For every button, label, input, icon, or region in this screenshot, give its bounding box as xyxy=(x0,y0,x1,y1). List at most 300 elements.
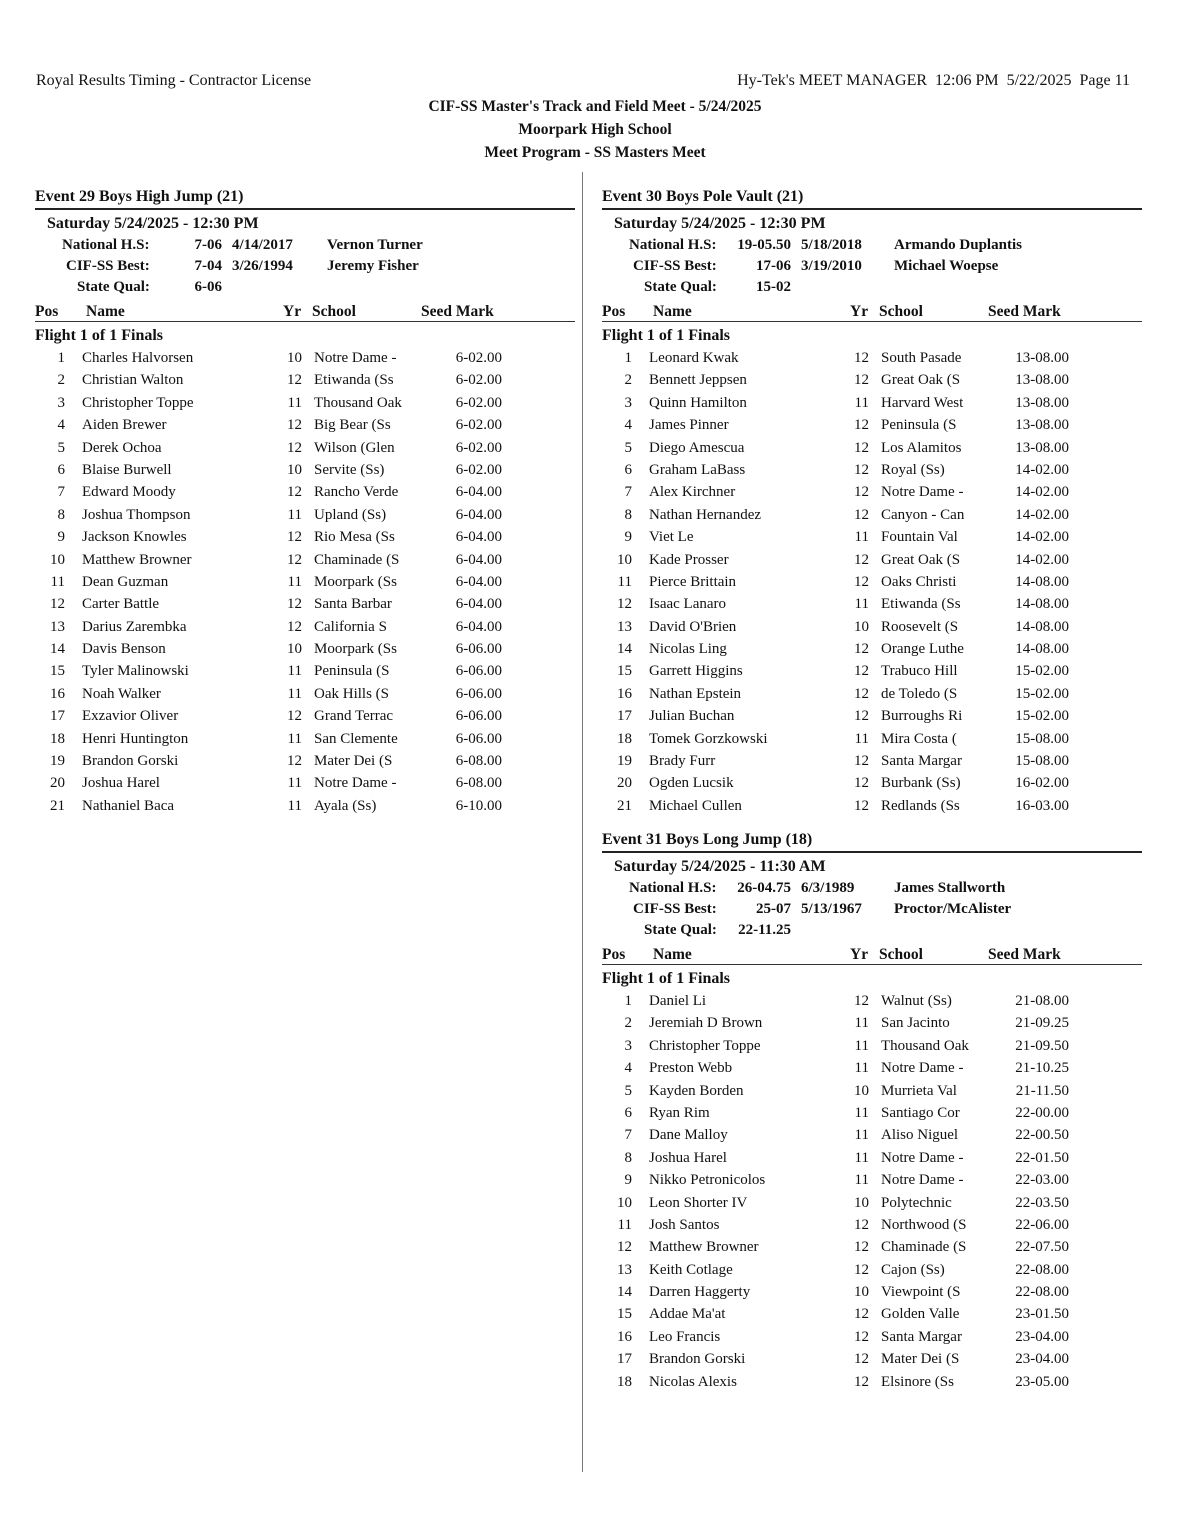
col-school-header: School xyxy=(879,303,923,320)
entry-name: Tyler Malinowski xyxy=(82,663,189,680)
entry-seed: 6-04.00 xyxy=(455,573,502,590)
entry-yr: 12 xyxy=(287,551,302,568)
event-session: Saturday 5/24/2025 - 12:30 PM xyxy=(614,215,826,232)
record-date: 4/14/2017 xyxy=(232,237,293,253)
entry-school: Santiago Cor xyxy=(881,1104,960,1121)
entry-seed: 6-04.00 xyxy=(455,596,502,613)
entry-pos: 14 xyxy=(617,641,632,658)
flight-label: Flight 1 of 1 Finals xyxy=(602,327,731,344)
table-row xyxy=(35,638,575,660)
entry-pos: 8 xyxy=(57,506,65,523)
entry-yr: 12 xyxy=(854,1373,869,1390)
entry-name: Tomek Gorzkowski xyxy=(649,730,768,747)
entry-seed: 6-04.00 xyxy=(455,506,502,523)
entry-yr: 10 xyxy=(287,641,302,658)
entry-school: Notre Dame - xyxy=(314,350,397,366)
entry-pos: 3 xyxy=(57,394,65,411)
entry-seed: 15-08.00 xyxy=(1015,730,1069,747)
meet-title: CIF-SS Master's Track and Field Meet - 5/24/2025 xyxy=(428,98,762,115)
entry-yr: 12 xyxy=(854,506,869,523)
entry-pos: 20 xyxy=(50,775,65,792)
entry-seed: 13-08.00 xyxy=(1015,372,1069,389)
record-line xyxy=(602,899,1142,920)
record-holder: Armando Duplantis xyxy=(894,237,1022,253)
entry-name: Josh Santos xyxy=(649,1216,720,1233)
entry-name: Pierce Brittain xyxy=(649,573,737,590)
entry-seed: 14-02.00 xyxy=(1015,484,1069,501)
meet-titles xyxy=(0,95,1190,164)
entry-pos: 12 xyxy=(617,1239,632,1256)
entry-yr: 12 xyxy=(287,753,302,770)
entry-pos: 14 xyxy=(50,641,65,658)
entry-seed: 15-08.00 xyxy=(1015,753,1069,770)
table-row xyxy=(602,1102,1142,1124)
entry-seed: 6-06.00 xyxy=(455,685,502,702)
entry-yr: 12 xyxy=(287,439,302,456)
flight-label: Flight 1 of 1 Finals xyxy=(35,327,164,344)
col-pos-header: Pos xyxy=(35,303,59,320)
col-seed-header: Seed Mark xyxy=(988,946,1061,963)
record-label: State Qual: xyxy=(644,279,717,295)
entry-school: Thousand Oak xyxy=(881,1037,969,1054)
entry-pos: 16 xyxy=(50,685,65,702)
entry-seed: 21-09.25 xyxy=(1015,1015,1069,1032)
entry-pos: 10 xyxy=(617,551,632,568)
entry-pos: 8 xyxy=(624,506,632,523)
entry-pos: 16 xyxy=(617,1328,632,1345)
entry-name: Viet Le xyxy=(649,529,694,546)
record-label: State Qual: xyxy=(644,922,717,938)
record-label: National H.S: xyxy=(62,237,150,253)
report-header-left: Royal Results Timing - Contractor License xyxy=(36,72,312,89)
table-row xyxy=(602,705,1142,727)
entry-school: Chaminade (S xyxy=(881,1239,967,1256)
table-row xyxy=(602,660,1142,682)
entry-yr: 12 xyxy=(854,1328,869,1345)
entry-yr: 11 xyxy=(854,1037,869,1054)
entry-seed: 15-02.00 xyxy=(1015,685,1069,702)
entry-school: Notre Dame - xyxy=(881,1172,964,1189)
col-name-header: Name xyxy=(653,303,692,320)
entry-school: Los Alamitos xyxy=(881,439,962,456)
entry-seed: 22-08.00 xyxy=(1015,1261,1069,1278)
table-row xyxy=(602,1147,1142,1169)
column-header xyxy=(35,301,575,322)
entry-yr: 12 xyxy=(854,484,869,501)
entry-school: Upland (Ss) xyxy=(314,506,387,523)
entry-pos: 1 xyxy=(624,350,632,366)
record-line xyxy=(602,235,1142,256)
entry-name: Preston Webb xyxy=(649,1060,733,1077)
table-row xyxy=(35,683,575,705)
entry-seed: 22-03.00 xyxy=(1015,1172,1069,1189)
table-row xyxy=(35,504,575,526)
table-row xyxy=(602,1259,1142,1281)
record-label: State Qual: xyxy=(77,279,150,295)
entry-pos: 4 xyxy=(57,417,65,434)
entry-pos: 15 xyxy=(50,663,65,680)
entry-name: Bennett Jeppsen xyxy=(649,372,747,389)
table-row xyxy=(602,795,1142,817)
entry-yr: 10 xyxy=(854,1284,869,1301)
entry-seed: 22-00.50 xyxy=(1015,1127,1069,1144)
table-row xyxy=(35,728,575,750)
entry-yr: 11 xyxy=(854,1127,869,1144)
entry-school: Servite (Ss) xyxy=(314,461,385,478)
entry-seed: 14-08.00 xyxy=(1015,596,1069,613)
event-rule xyxy=(602,851,1142,853)
table-row xyxy=(35,437,575,459)
meet-venue: Moorpark High School xyxy=(518,121,672,138)
entry-seed: 6-08.00 xyxy=(455,753,502,770)
event-section xyxy=(602,186,1142,817)
entry-seed: 6-02.00 xyxy=(455,350,502,366)
column-divider xyxy=(582,172,583,1472)
event-section xyxy=(35,186,575,817)
entry-school: Viewpoint (S xyxy=(881,1284,961,1301)
entry-pos: 19 xyxy=(617,753,632,770)
entry-yr: 11 xyxy=(287,685,302,702)
entry-seed: 6-04.00 xyxy=(455,618,502,635)
table-row xyxy=(602,1080,1142,1102)
entry-school: Great Oak (S xyxy=(881,372,961,389)
entry-school: Notre Dame - xyxy=(881,1149,964,1166)
entry-name: Leonard Kwak xyxy=(649,350,739,366)
entry-yr: 11 xyxy=(287,663,302,680)
entry-name: Alex Kirchner xyxy=(649,484,736,501)
record-label: CIF-SS Best: xyxy=(633,901,717,917)
table-row xyxy=(35,392,575,414)
entry-name: Ogden Lucsik xyxy=(649,775,734,792)
entry-school: Thousand Oak xyxy=(314,394,402,411)
entry-yr: 11 xyxy=(854,1149,869,1166)
entry-school: Peninsula (S xyxy=(314,663,390,680)
entry-name: Julian Buchan xyxy=(649,708,735,725)
entry-yr: 11 xyxy=(854,394,869,411)
entry-seed: 6-06.00 xyxy=(455,641,502,658)
table-row xyxy=(35,526,575,548)
entry-seed: 6-10.00 xyxy=(455,797,502,814)
entry-name: Kade Prosser xyxy=(649,551,729,568)
record-mark: 6-06 xyxy=(194,279,222,295)
entry-school: Redlands (Ss xyxy=(881,797,960,814)
entry-seed: 15-02.00 xyxy=(1015,708,1069,725)
record-line xyxy=(35,235,575,256)
table-row xyxy=(602,750,1142,772)
entry-seed: 23-04.00 xyxy=(1015,1351,1069,1368)
record-holder: Jeremy Fisher xyxy=(327,258,419,274)
entry-yr: 10 xyxy=(854,1194,869,1211)
record-line xyxy=(35,256,575,277)
entry-name: Carter Battle xyxy=(82,596,160,613)
entry-name: Michael Cullen xyxy=(649,797,742,814)
entry-school: Moorpark (Ss xyxy=(314,573,397,590)
entry-seed: 13-08.00 xyxy=(1015,439,1069,456)
entry-seed: 13-08.00 xyxy=(1015,350,1069,366)
entry-seed: 22-03.50 xyxy=(1015,1194,1069,1211)
entry-school: Royal (Ss) xyxy=(881,461,945,478)
entry-yr: 12 xyxy=(854,1239,869,1256)
entry-yr: 12 xyxy=(854,573,869,590)
entry-yr: 12 xyxy=(854,417,869,434)
record-mark: 7-04 xyxy=(194,258,222,274)
entry-pos: 9 xyxy=(624,529,632,546)
entry-pos: 11 xyxy=(50,573,65,590)
entry-pos: 12 xyxy=(617,596,632,613)
entry-pos: 13 xyxy=(617,618,632,635)
entry-school: Roosevelt (S xyxy=(881,618,959,635)
entry-name: Matthew Browner xyxy=(649,1239,759,1256)
entry-name: Darren Haggerty xyxy=(649,1284,751,1301)
entry-yr: 10 xyxy=(854,618,869,635)
entry-seed: 14-02.00 xyxy=(1015,529,1069,546)
entry-yr: 12 xyxy=(854,797,869,814)
record-date: 6/3/1989 xyxy=(801,880,855,896)
entry-school: Etiwanda (Ss xyxy=(314,372,394,389)
entry-school: Santa Margar xyxy=(881,753,962,770)
entry-name: Aiden Brewer xyxy=(82,417,167,434)
entry-pos: 7 xyxy=(624,1127,632,1144)
entry-school: Oaks Christi xyxy=(881,573,957,590)
entry-seed: 16-02.00 xyxy=(1015,775,1069,792)
entry-name: Brandon Gorski xyxy=(82,753,179,770)
record-label: CIF-SS Best: xyxy=(66,258,150,274)
entry-pos: 13 xyxy=(50,618,65,635)
table-row xyxy=(602,392,1142,414)
entry-name: Christopher Toppe xyxy=(649,1037,761,1054)
entry-name: Leon Shorter IV xyxy=(649,1194,748,1211)
entry-seed: 6-02.00 xyxy=(455,417,502,434)
entry-school: South Pasade xyxy=(881,350,962,366)
entry-name: Isaac Lanaro xyxy=(649,596,727,613)
entry-yr: 12 xyxy=(854,1306,869,1323)
record-date: 3/19/2010 xyxy=(801,258,862,274)
col-name-header: Name xyxy=(653,946,692,963)
record-mark: 26-04.75 xyxy=(737,880,791,896)
entry-pos: 5 xyxy=(624,439,632,456)
record-label: National H.S: xyxy=(629,880,717,896)
entry-name: Noah Walker xyxy=(82,685,161,702)
table-row xyxy=(35,347,575,369)
entry-pos: 9 xyxy=(57,529,65,546)
entry-pos: 4 xyxy=(624,1060,632,1077)
entry-pos: 10 xyxy=(50,551,65,568)
record-mark: 17-06 xyxy=(756,258,791,274)
table-row xyxy=(602,459,1142,481)
entry-pos: 8 xyxy=(624,1149,632,1166)
entry-seed: 22-00.00 xyxy=(1015,1104,1069,1121)
entry-yr: 11 xyxy=(287,730,302,747)
record-mark: 7-06 xyxy=(194,237,222,253)
entry-seed: 16-03.00 xyxy=(1015,797,1069,814)
col-pos-header: Pos xyxy=(602,946,626,963)
entry-school: Harvard West xyxy=(881,394,964,411)
table-row xyxy=(35,549,575,571)
record-line xyxy=(602,256,1142,277)
entry-name: Charles Halvorsen xyxy=(82,350,194,366)
entry-yr: 12 xyxy=(287,596,302,613)
entry-name: Davis Benson xyxy=(82,641,166,658)
table-row xyxy=(602,616,1142,638)
table-row xyxy=(602,1326,1142,1348)
entry-seed: 6-02.00 xyxy=(455,461,502,478)
entry-pos: 1 xyxy=(57,350,65,366)
entry-seed: 14-02.00 xyxy=(1015,506,1069,523)
col-seed-header: Seed Mark xyxy=(421,303,494,320)
entry-school: Burbank (Ss) xyxy=(881,775,961,792)
entry-pos: 14 xyxy=(617,1284,632,1301)
table-row xyxy=(602,526,1142,548)
entry-name: Jackson Knowles xyxy=(82,529,187,546)
record-label: CIF-SS Best: xyxy=(633,258,717,274)
entry-yr: 12 xyxy=(287,417,302,434)
entry-name: Dean Guzman xyxy=(82,573,169,590)
entry-name: Exzavior Oliver xyxy=(82,708,179,725)
record-holder: Proctor/McAlister xyxy=(894,901,1012,917)
entry-name: Nikko Petronicolos xyxy=(649,1172,766,1189)
entry-yr: 12 xyxy=(854,439,869,456)
entry-name: Graham LaBass xyxy=(649,461,746,478)
entry-school: Polytechnic xyxy=(881,1194,952,1211)
record-line xyxy=(602,878,1142,899)
entry-name: Diego Amescua xyxy=(649,439,745,456)
entry-yr: 11 xyxy=(854,1172,869,1189)
event-session: Saturday 5/24/2025 - 12:30 PM xyxy=(47,215,259,232)
record-holder: Vernon Turner xyxy=(327,237,423,253)
entry-school: Oak Hills (S xyxy=(314,685,389,702)
col-yr-header: Yr xyxy=(850,303,869,320)
entry-yr: 11 xyxy=(854,1015,869,1032)
entry-school: Peninsula (S xyxy=(881,417,957,434)
entry-seed: 21-11.50 xyxy=(1015,1082,1069,1099)
col-school-header: School xyxy=(879,946,923,963)
entry-seed: 23-01.50 xyxy=(1015,1306,1069,1323)
entry-school: Fountain Val xyxy=(881,529,958,546)
entry-pos: 6 xyxy=(57,461,65,478)
entry-school: San Jacinto xyxy=(881,1015,950,1032)
entry-school: Rancho Verde xyxy=(314,484,399,501)
entry-name: Joshua Harel xyxy=(649,1149,727,1166)
record-line xyxy=(602,277,1142,298)
entry-school: Canyon - Can xyxy=(881,506,965,523)
record-date: 5/13/1967 xyxy=(801,901,862,917)
entry-seed: 6-02.00 xyxy=(455,394,502,411)
entry-pos: 15 xyxy=(617,663,632,680)
table-row xyxy=(602,369,1142,391)
entry-pos: 10 xyxy=(617,1194,632,1211)
table-row xyxy=(602,593,1142,615)
entry-seed: 14-02.00 xyxy=(1015,461,1069,478)
entry-yr: 12 xyxy=(854,753,869,770)
entry-name: Brandon Gorski xyxy=(649,1351,746,1368)
table-row xyxy=(602,549,1142,571)
entry-seed: 21-10.25 xyxy=(1015,1060,1069,1077)
record-line xyxy=(35,277,575,298)
meet-program: Meet Program - SS Masters Meet xyxy=(484,144,706,161)
entry-pos: 13 xyxy=(617,1261,632,1278)
table-row xyxy=(602,1057,1142,1079)
entry-pos: 18 xyxy=(617,730,632,747)
table-row xyxy=(602,347,1142,369)
entry-yr: 12 xyxy=(854,993,869,1009)
entry-name: Joshua Harel xyxy=(82,775,160,792)
entry-school: Great Oak (S xyxy=(881,551,961,568)
table-row xyxy=(602,1303,1142,1325)
table-row xyxy=(35,369,575,391)
entry-name: Darius Zarembka xyxy=(82,618,187,635)
entry-pos: 15 xyxy=(617,1306,632,1323)
entry-yr: 11 xyxy=(854,730,869,747)
entry-school: Northwood (S xyxy=(881,1216,967,1233)
entry-seed: 14-02.00 xyxy=(1015,551,1069,568)
col-yr-header: Yr xyxy=(850,946,869,963)
column-header xyxy=(602,944,1142,965)
table-row xyxy=(602,1348,1142,1370)
entry-seed: 6-08.00 xyxy=(455,775,502,792)
table-row xyxy=(602,504,1142,526)
entry-pos: 20 xyxy=(617,775,632,792)
entry-name: Nicolas Alexis xyxy=(649,1373,737,1390)
entry-yr: 12 xyxy=(287,372,302,389)
entry-pos: 17 xyxy=(50,708,65,725)
entry-school: Big Bear (Ss xyxy=(314,417,391,434)
entry-yr: 12 xyxy=(854,1216,869,1233)
record-mark: 25-07 xyxy=(756,901,791,917)
entry-yr: 12 xyxy=(854,461,869,478)
entry-pos: 19 xyxy=(50,753,65,770)
record-mark: 19-05.50 xyxy=(737,237,791,253)
entry-seed: 6-04.00 xyxy=(455,484,502,501)
entry-school: Cajon (Ss) xyxy=(881,1261,945,1278)
entry-school: Golden Valle xyxy=(881,1306,960,1323)
entry-seed: 14-08.00 xyxy=(1015,618,1069,635)
entry-name: Dane Malloy xyxy=(649,1127,728,1144)
table-row xyxy=(602,990,1142,1012)
entry-school: Elsinore (Ss xyxy=(881,1373,954,1390)
entry-name: Addae Ma'at xyxy=(649,1306,726,1323)
entry-name: Nathan Hernandez xyxy=(649,506,762,523)
entry-yr: 12 xyxy=(287,529,302,546)
table-row xyxy=(35,481,575,503)
entry-yr: 11 xyxy=(287,506,302,523)
entry-name: Edward Moody xyxy=(82,484,176,501)
table-row xyxy=(602,437,1142,459)
table-row xyxy=(35,660,575,682)
entry-school: Ayala (Ss) xyxy=(314,797,377,814)
entry-yr: 11 xyxy=(854,1104,869,1121)
entry-school: Trabuco Hill xyxy=(881,663,958,680)
entry-yr: 12 xyxy=(854,685,869,702)
table-row xyxy=(602,1236,1142,1258)
entry-yr: 11 xyxy=(287,797,302,814)
entry-yr: 12 xyxy=(854,1351,869,1368)
entry-seed: 23-05.00 xyxy=(1015,1373,1069,1390)
table-row xyxy=(602,728,1142,750)
entry-yr: 12 xyxy=(854,551,869,568)
table-row xyxy=(35,571,575,593)
table-row xyxy=(35,772,575,794)
table-row xyxy=(602,683,1142,705)
entry-seed: 22-07.50 xyxy=(1015,1239,1069,1256)
entry-yr: 11 xyxy=(854,596,869,613)
event-session: Saturday 5/24/2025 - 11:30 AM xyxy=(614,858,826,875)
table-row xyxy=(35,414,575,436)
table-row xyxy=(602,1192,1142,1214)
entry-pos: 5 xyxy=(57,439,65,456)
entry-school: Orange Luthe xyxy=(881,641,964,658)
entry-seed: 6-04.00 xyxy=(455,529,502,546)
table-row xyxy=(35,795,575,817)
